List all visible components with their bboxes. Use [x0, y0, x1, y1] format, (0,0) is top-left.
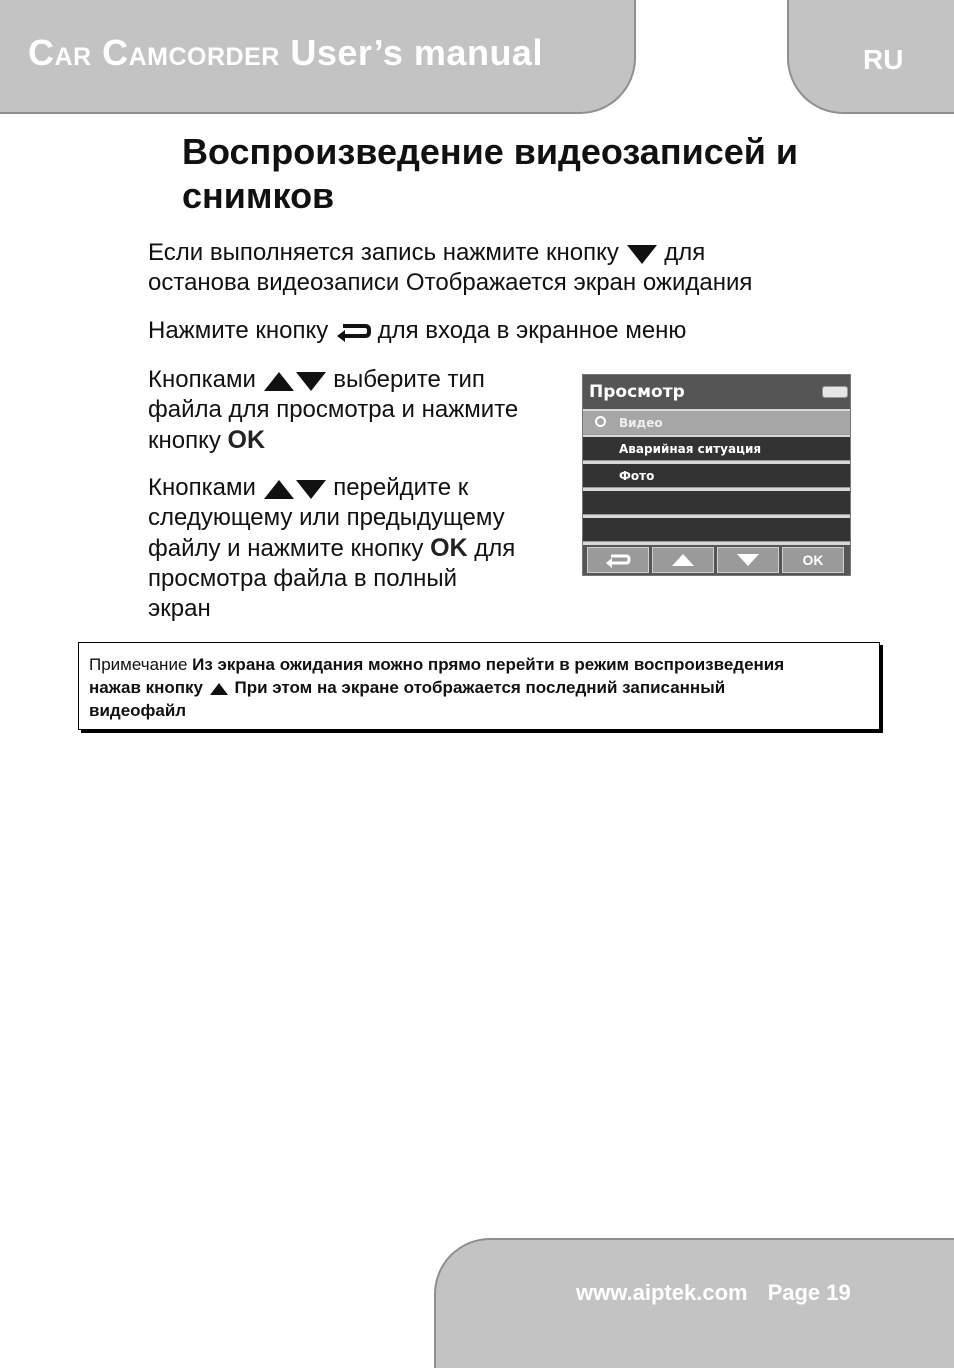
note-text-b: нажав кнопку — [89, 678, 204, 697]
up-triangle-icon — [672, 554, 694, 566]
step2-text-b: для входа в экранное меню — [377, 317, 687, 344]
step3-text-a: Кнопками — [148, 366, 256, 393]
menu-item-label: Аварийная ситуация — [619, 442, 762, 456]
ok-icon: OK — [430, 534, 468, 562]
step4-text-a: Кнопками — [148, 474, 256, 501]
radio-icon — [595, 416, 606, 427]
up-triangle-icon — [263, 370, 295, 392]
step4-text-d: файлу и нажмите кнопку — [148, 535, 424, 562]
step1-text-c: останова видеозаписи Отображается экран ожидания — [148, 269, 753, 296]
return-arrow-icon — [605, 552, 631, 568]
step4-text-g: экран — [148, 595, 211, 622]
note-text-c: При этом на экране отображается последний записанный — [234, 678, 726, 697]
menu-item-emergency — [583, 437, 850, 461]
screen-down-button — [717, 547, 779, 573]
note-box — [78, 642, 880, 730]
step3-text-c: файла для просмотра и нажмите — [148, 396, 519, 423]
up-triangle-icon — [208, 682, 230, 696]
page-number: Page 19 — [767, 1280, 851, 1305]
ok-icon: OK — [227, 426, 266, 454]
down-triangle-icon — [737, 554, 759, 566]
step3-text-b: выберите тип — [333, 366, 485, 393]
down-triangle-icon — [295, 370, 327, 392]
page-title: Воспроизведение видеозаписей и снимков — [182, 131, 799, 216]
step4-text-e: для — [474, 535, 516, 562]
screen-button-bar — [583, 545, 850, 576]
step-open-menu — [148, 316, 848, 346]
header-title-manual: User’s manual — [290, 32, 543, 73]
playback-menu-screenshot — [582, 374, 851, 576]
header-title-product: Car Camcorder — [28, 32, 280, 73]
return-arrow-icon — [335, 320, 371, 344]
header-tab — [0, 0, 636, 114]
menu-item-photo — [583, 464, 850, 488]
footer-tab — [434, 1238, 954, 1368]
language-code: RU — [863, 44, 904, 75]
down-triangle-icon — [626, 243, 658, 265]
step3-text-d: кнопку — [148, 427, 221, 454]
step4-text-c: следующему или предыдущему — [148, 504, 505, 531]
step1-text-b: для — [664, 239, 706, 266]
step-stop-recording — [148, 238, 848, 298]
footer-text — [576, 1280, 851, 1306]
up-triangle-icon — [263, 478, 295, 500]
screen-header — [583, 375, 850, 409]
note-text-d: видеофайл — [89, 701, 187, 720]
menu-item-label: Видео — [619, 416, 663, 430]
footer-url: www.aiptek.com — [576, 1280, 748, 1305]
menu-item-label: Фото — [619, 469, 655, 483]
down-triangle-icon — [295, 478, 327, 500]
screen-title: Просмотр — [589, 382, 685, 402]
menu-item-video — [583, 411, 850, 435]
step2-text-a: Нажмите кнопку — [148, 317, 329, 344]
header-title — [28, 32, 543, 74]
screen-back-button — [587, 547, 649, 573]
menu-item-empty — [583, 518, 850, 542]
screen-ok-button: OK — [782, 547, 844, 573]
note-text-a: Из экрана ожидания можно прямо перейти в режим воспроизведения — [192, 655, 785, 674]
step1-text-a: Если выполняется запись нажмите кнопку — [148, 239, 619, 266]
language-tab — [787, 0, 954, 114]
menu-item-empty — [583, 491, 850, 515]
step-select-type — [148, 365, 558, 456]
screen-up-button — [652, 547, 714, 573]
note-label: Примечание — [89, 655, 188, 674]
step4-text-f: просмотра файла в полный — [148, 565, 458, 592]
battery-icon — [822, 386, 848, 398]
step4-text-b: перейдите к — [333, 474, 469, 501]
step-navigate-files — [148, 473, 568, 624]
